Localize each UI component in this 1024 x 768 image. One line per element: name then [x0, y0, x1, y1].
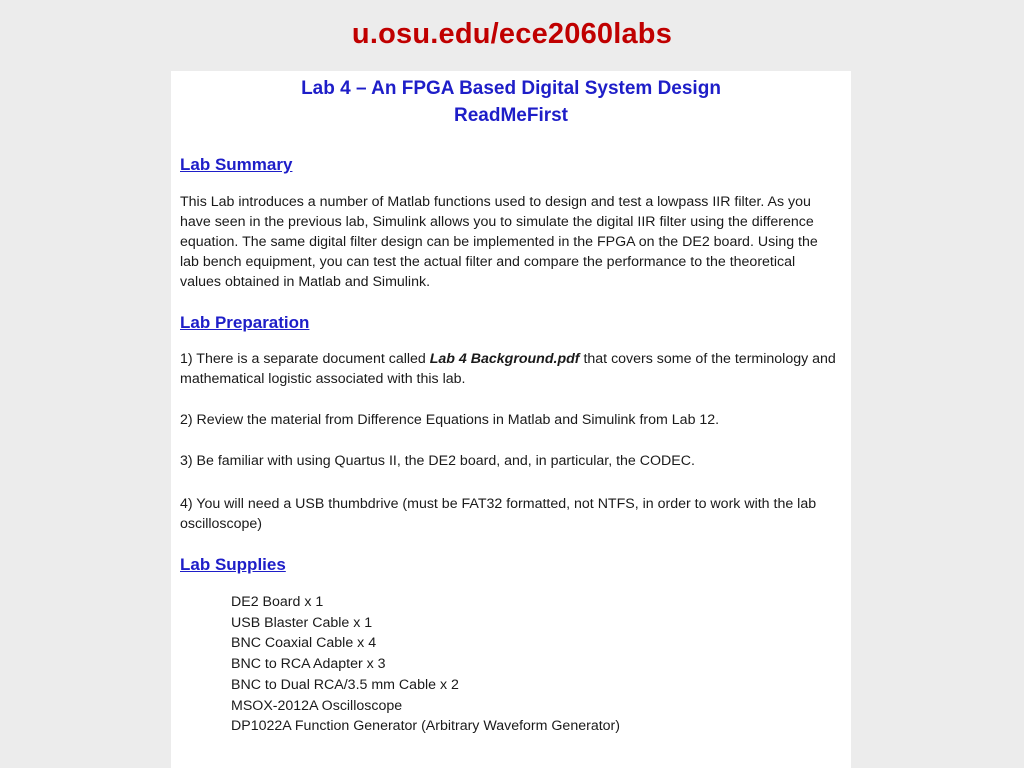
lab-summary-heading: Lab Summary [180, 155, 293, 174]
supply-item: USB Blaster Cable x 1 [231, 614, 373, 631]
lab-summary-text: This Lab introduces a number of Matlab functions used to design and test a lowpass IIR filter. As you have seen in the previous lab, Simulink allows you to simulate the digital IIR filter using the difference equation. The same digital filter design can be implemented in the FPGA on the DE2 board. Using the lab bench equipment, you can test the actual filter and compare the performance to the theoretical values obtained in Matlab and Simulink. [180, 194, 818, 290]
document-title-line2: ReadMeFirst [453, 105, 569, 126]
preparation-item-1-suffix: that covers some of the terminology and mathematical logistic associated with this lab. [180, 351, 836, 387]
supply-item: BNC to Dual RCA/3.5 mm Cable x 2 [231, 676, 459, 693]
document-page [171, 71, 851, 768]
supply-item: MSOX-2012A Oscilloscope [231, 697, 403, 714]
lab-preparation-heading: Lab Preparation [180, 313, 310, 332]
preparation-item-4: 4) You will need a USB thumbdrive (must be FAT32 formatted, not NTFS, in order to work with the lab oscilloscope) [180, 496, 817, 532]
supply-item: DP1022A Function Generator (Arbitrary Waveform Generator) [231, 718, 620, 735]
slide-header-url: u.osu.edu/ece2060labs [351, 18, 673, 50]
supply-item: BNC Coaxial Cable x 4 [231, 635, 377, 652]
preparation-item-1 [180, 349, 840, 389]
supply-item: BNC to RCA Adapter x 3 [231, 656, 386, 673]
preparation-item-3: 3) Be familiar with using Quartus II, the DE2 board, and, in particular, the CODEC. [180, 453, 695, 469]
background-pdf-filename: Lab 4 Background.pdf [429, 351, 580, 367]
preparation-item-1-prefix: 1) There is a separate document called [180, 351, 430, 367]
preparation-item-2: 2) Review the material from Difference Equations in Matlab and Simulink from Lab 12. [180, 412, 720, 428]
supply-item: DE2 Board x 1 [231, 594, 324, 610]
lab-supplies-heading: Lab Supplies [180, 555, 286, 574]
document-title [180, 75, 851, 129]
supplies-list [231, 592, 851, 737]
document-title-line1: Lab 4 – An FPGA Based Digital System Design [301, 78, 721, 99]
